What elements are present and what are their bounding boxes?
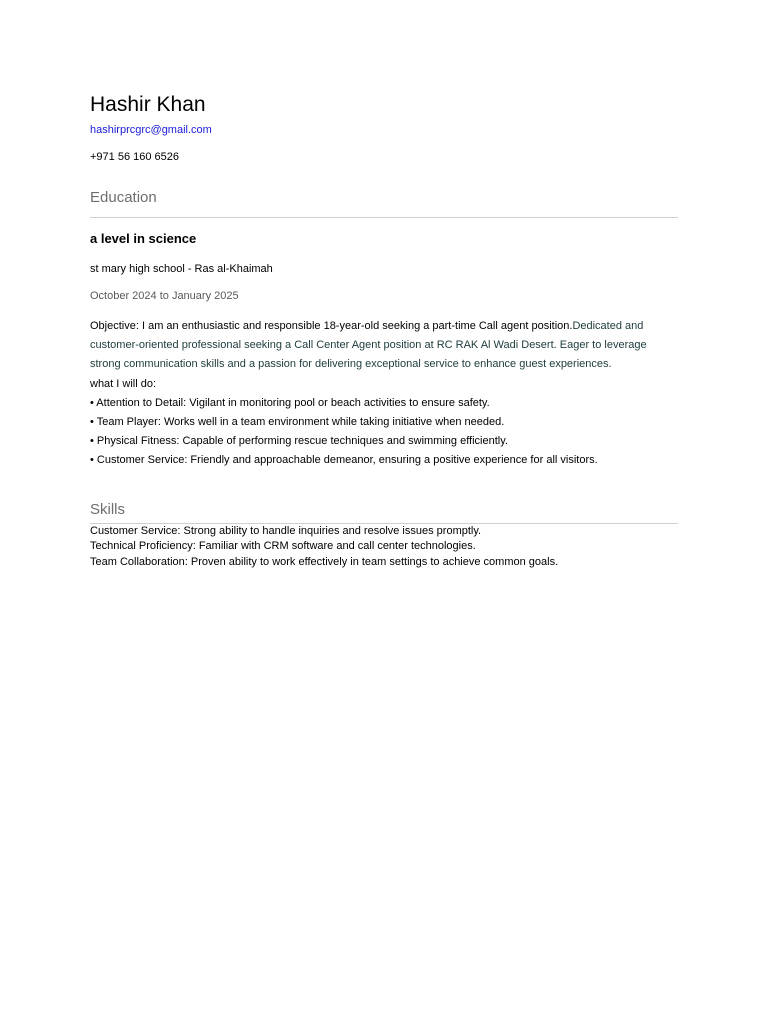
skill-item: Technical Proficiency: Familiar with CRM software and call center technologies. — [90, 540, 476, 553]
skills-list — [90, 524, 678, 571]
objective-continued: Dedicated and customer-oriented professional seeking a Call Center Agent position at RC RAK Al Wadi Desert. Eager to leverage strong communication skills and a passion for delivering exceptional service to enhance guest experiences. — [90, 320, 647, 371]
education-description — [90, 317, 678, 471]
bullet-item: • Team Player: Works well in a team environment while taking initiative when needed. — [90, 416, 505, 429]
education-heading: Education — [90, 189, 157, 206]
bullet-item: • Customer Service: Friendly and approachable demeanor, ensuring a positive experience for all visitors. — [90, 454, 598, 467]
skill-item: Team Collaboration: Proven ability to work effectively in team settings to achieve common goals. — [90, 555, 559, 568]
phone-number: +971 56 160 6526 — [90, 151, 180, 163]
skills-heading: Skills — [90, 500, 126, 518]
candidate-name: Hashir Khan — [90, 93, 206, 116]
skill-item: Customer Service: Strong ability to handle inquiries and resolve issues promptly. — [90, 524, 482, 537]
bullet-item: • Physical Fitness: Capable of performing rescue techniques and swimming efficiently. — [90, 435, 508, 448]
what-i-will-do-label: what I will do: — [90, 377, 157, 390]
degree-title: a level in science — [90, 231, 197, 246]
objective-lead: Objective: I am an enthusiastic and responsible 18-year-old seeking a part-time Call agent position. — [90, 320, 573, 332]
education-divider — [90, 217, 678, 218]
bullet-item: • Attention to Detail: Vigilant in monitoring pool or beach activities to ensure safety. — [90, 396, 490, 409]
email-link[interactable]: hashirprcgrc@gmail.com — [90, 124, 212, 136]
school-name: st mary high school - Ras al-Khaimah — [90, 263, 273, 275]
resume-content — [90, 92, 678, 570]
education-dates: October 2024 to January 2025 — [90, 290, 239, 302]
